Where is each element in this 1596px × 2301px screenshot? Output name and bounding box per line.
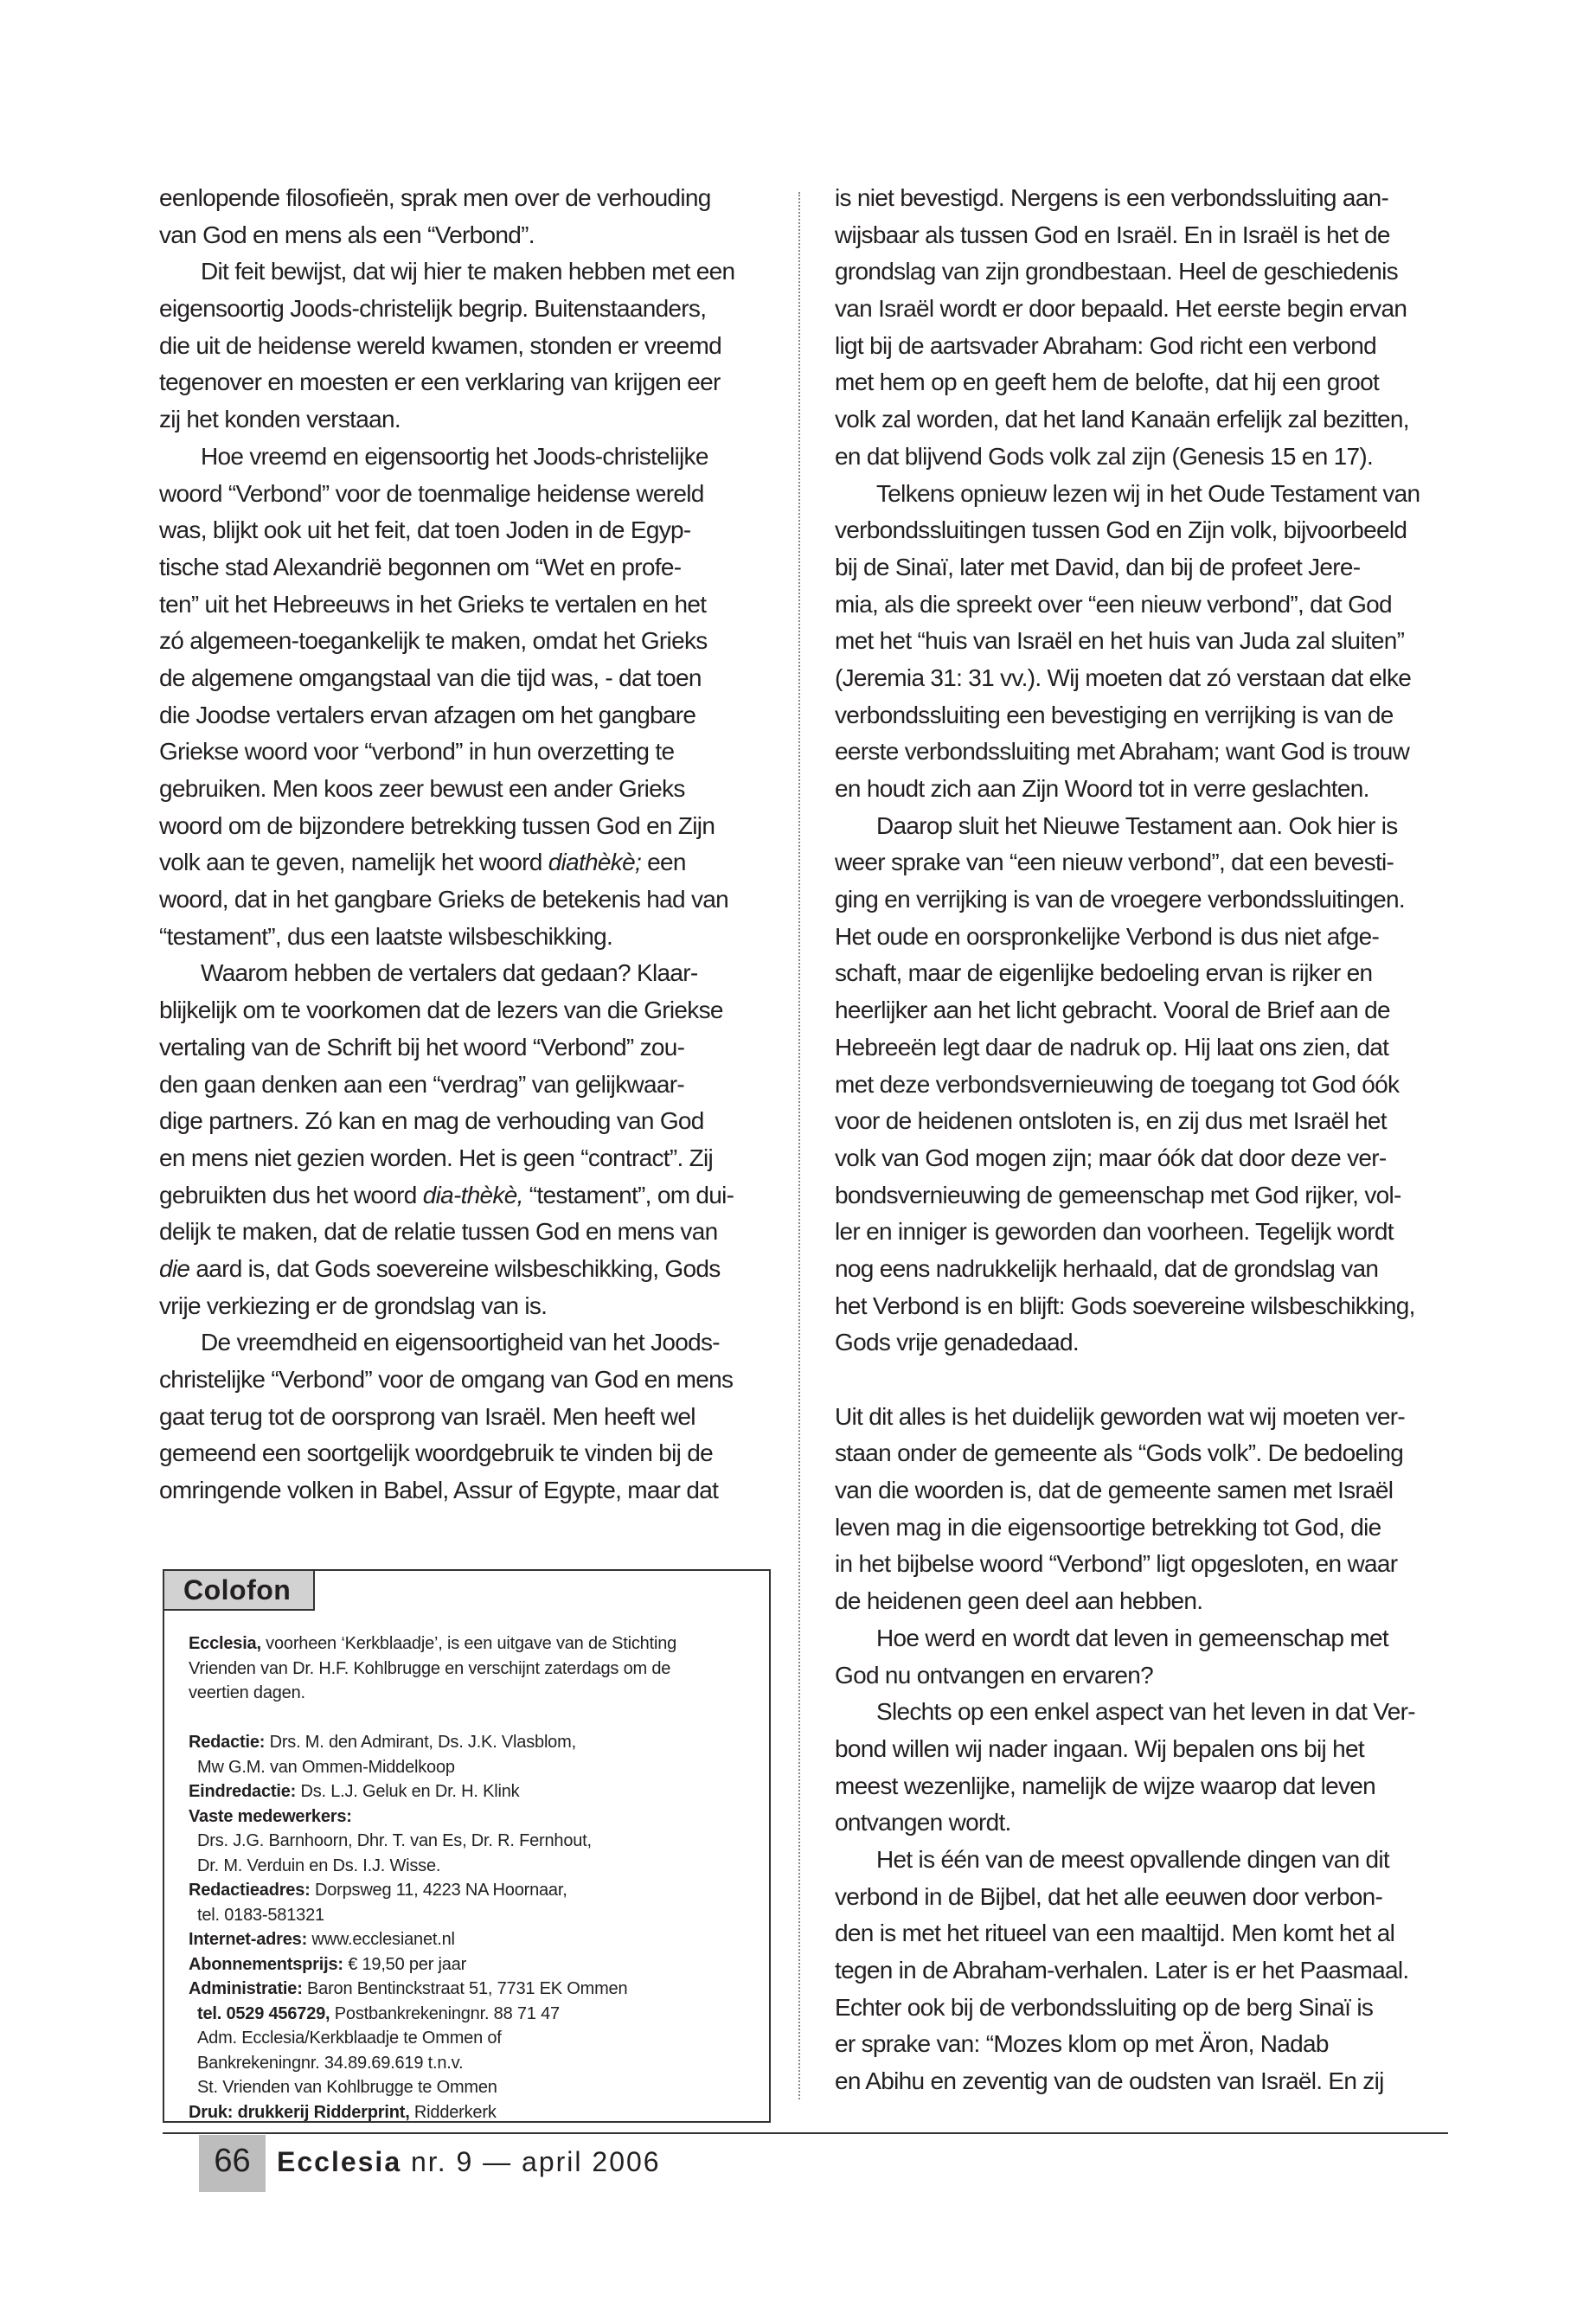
text-line [835,1731,1451,1768]
text-line [835,1399,1451,1436]
colofon-value: Drs. J.G. Barnhoorn, Dhr. T. van Es, Dr. R. Fernhout, [197,1831,592,1850]
colofon-label: Redactie: [189,1733,266,1752]
text-line [835,180,1451,217]
colofon-value: Ds. L.J. Geluk en Dr. H. Klink [296,1782,520,1801]
text-line [159,291,756,328]
text-line [159,1177,756,1215]
line-text: aard is, dat Gods soevereine wilsbeschikking, Gods [189,1254,721,1282]
line-text: woord, dat in het gangbare Grieks de betekenis had van [159,886,728,913]
line-text: ontvangen wordt. [835,1809,1011,1836]
text-line [159,1399,756,1436]
colofon-value: Mw G.M. van Ommen-Middelkoop [197,1757,455,1777]
line-text: ligt bij de aartsvader Abraham: God richt een verbond [835,331,1376,359]
text-line [835,364,1451,401]
colofon-line [189,2100,676,2125]
line-text: schaft, maar de eigenlijke bedoeling ervan is rijker en [835,959,1373,987]
line-text: eigensoortig Joods-christelijk begrip. Buitenstaanders, [159,295,707,323]
colofon-line [189,1681,676,1706]
line-text: voor de heidenen ontsloten is, en zij dus met Israël het [835,1107,1387,1135]
line-text: christelijke “Verbond” voor de omgang van God en mens [159,1366,734,1393]
line-text: mia, als die spreekt over “een nieuw verbond”, dat God [835,590,1392,618]
text-line [835,734,1451,771]
colofon-line [189,1854,676,1879]
article-column-left [159,180,756,1509]
line-text: verbondssluitingen tussen God en Zijn volk, bijvoorbeeld [835,516,1407,544]
text-line [835,992,1451,1029]
text-line [835,1288,1451,1325]
line-text: den gaan denken aan een “verdrag” van gelijkwaar- [159,1070,685,1098]
text-line [159,660,756,697]
line-text: Slechts op een enkel aspect van het leven in dat Ver- [876,1698,1415,1726]
colofon-line [189,1755,676,1780]
text-line [159,1435,756,1472]
text-line [159,439,756,476]
colofon-line [189,1878,676,1903]
colofon-line [189,1804,676,1830]
line-text: tegen in de Abraham-verhalen. Later is er het Paasmaal. [835,1957,1409,1984]
line-text: God nu ontvangen en ervaren? [835,1661,1154,1689]
line-text: omringende volken in Babel, Assur of Egypte, maar dat [159,1477,719,1504]
text-line [159,808,756,845]
line-text: is niet bevestigd. Nergens is een verbondssluiting aan- [835,184,1389,211]
line-text: Hebreeën legt daar de nadruk op. Hij laat ons zien, dat [835,1033,1389,1061]
line-text: gemeend een soortgelijk woordgebruik te vinden bij de [159,1439,713,1467]
text-line [835,476,1451,513]
colofon-line [189,2002,676,2027]
text-line [835,1952,1451,1990]
line-text: en mens niet gezien worden. Het is geen “contract”. Zij [159,1144,714,1171]
line-text: den is met het ritueel van een maaltijd. Men komt het al [835,1920,1395,1947]
colofon-value: veertien dagen. [189,1683,305,1702]
line-text: bondsvernieuwing de gemeenschap met God rijker, vol- [835,1181,1401,1208]
page-number: 66 [199,2135,266,2192]
line-text: tegenover en moesten er een verklaring van krijgen eer [159,369,721,396]
colofon-value: tel. 0183-581321 [197,1905,324,1925]
line-text: (Jeremia 31: 31 vv.). Wij moeten dat zó verstaan dat elke [835,663,1412,691]
line-text: bond willen wij nader ingaan. Wij bepalen ons bij het [835,1734,1364,1762]
colofon-value: Dorpsweg 11, 4223 NA Hoornaar, [310,1881,567,1900]
text-line [835,919,1451,956]
text-line [159,1251,756,1288]
text-line [835,401,1451,439]
text-line [835,2063,1451,2100]
colofon-line [189,1779,676,1804]
line-text: vrije verkiezing er de grondslag van is. [159,1292,548,1319]
line-text: vertaling van de Schrift bij het woord “Verbond” zou- [159,1033,685,1061]
text-line [159,1140,756,1177]
text-line [835,1251,1451,1288]
text-line [159,1288,756,1325]
colofon-label: Internet-adres: [189,1930,308,1949]
line-text: eerste verbondssluiting met Abraham; want God is trouw [835,738,1410,766]
text-line [159,1029,756,1067]
text-line [159,512,756,549]
text-line [835,1177,1451,1215]
text-line [159,844,756,881]
line-text: dige partners. Zó kan en mag de verhouding van God [159,1107,704,1135]
text-line [835,1067,1451,1104]
line-text: volk aan te geven, namelijk het woord [159,849,548,876]
line-text: nog eens nadrukkelijk herhaald, dat de grondslag van [835,1254,1379,1282]
line-text: en Abihu en zeventig van de oudsten van Israël. En zij [835,2067,1384,2095]
colofon-label: Vaste medewerkers: [189,1806,352,1826]
line-text: heerlijker aan het licht gebracht. Vooral de Brief aan de [835,997,1390,1024]
line-text: met deze verbondsvernieuwing de toegang tot God óók [835,1070,1400,1098]
line-text: Daarop sluit het Nieuwe Testament aan. Ook hier is [876,811,1398,839]
issue-info: nr. 9 — april 2006 [401,2146,661,2177]
line-text: de algemene omgangstaal van die tijd was, - dat toen [159,663,702,691]
text-line [835,1029,1451,1067]
text-line [835,1990,1451,2027]
colofon-value: € 19,50 per jaar [343,1954,467,1974]
line-text: tische stad Alexandrië begonnen om “Wet en profe- [159,553,682,580]
colofon-value: voorheen ‘Kerkblaadje’, is een uitgave van de Stichting [260,1634,677,1653]
colofon-line [189,1829,676,1854]
text-line [159,1472,756,1509]
line-text: die uit de heidense wereld kwamen, stonden er vreemd [159,331,721,359]
line-text: ler en inniger is geworden dan voorheen. Tegelijk wordt [835,1218,1394,1246]
text-line [835,586,1451,624]
line-text: blijkelijk om te voorkomen dat de lezers van die Griekse [159,997,723,1024]
colofon-label: Redactieadres: [189,1881,311,1900]
colofon-line [189,1657,676,1682]
line-text: weer sprake van “een nieuw verbond”, dat een bevesti- [835,849,1394,876]
text-line [159,364,756,401]
colofon-value: Vrienden van Dr. H.F. Kohlbrugge en verschijnt zaterdags om de [189,1658,671,1678]
text-line [159,476,756,513]
line-text: gebruiken. Men koos zeer bewust een ander Grieks [159,775,685,802]
text-line [835,1140,1451,1177]
text-line [835,1324,1451,1362]
line-text: zó algemeen-toegankelijk te maken, omdat het Grieks [159,627,708,655]
footer-rule [163,2132,1448,2134]
colofon-line [189,1631,676,1657]
line-text: eenlopende filosofieën, sprak men over de verhouding [159,184,711,211]
line-text: De vreemdheid en eigensoortigheid van het Joods- [201,1329,720,1356]
colofon-value: Baron Bentinckstraat 51, 7731 EK Ommen [302,1979,628,1998]
text-line [159,734,756,771]
line-text: Uit dit alles is het duidelijk geworden wat wij moeten ver- [835,1402,1406,1430]
text-line [835,512,1451,549]
colofon-value: www.ecclesianet.nl [307,1930,455,1949]
text-line [835,1915,1451,1952]
italic-term: diathèkè; [548,849,642,876]
text-line [159,697,756,734]
colofon-line [189,2051,676,2076]
text-line [835,1214,1451,1251]
line-text: bij de Sinaï, later met David, dan bij de profeet Jere- [835,553,1361,580]
text-line [835,1768,1451,1805]
line-text: Hoe vreemd en eigensoortig het Joods-christelijke [201,442,708,470]
text-line [159,328,756,365]
article-column-right [835,180,1451,2100]
text-line [835,881,1451,919]
text-line [159,919,756,956]
line-text: en houdt zich aan Zijn Woord tot in verre geslachten. [835,775,1369,802]
text-line [159,180,756,217]
line-text: een [641,849,686,876]
colofon-box [163,1569,771,2123]
line-text: volk zal worden, dat het land Kanaän erfelijk zal bezitten, [835,406,1409,433]
line-text: volk van God mogen zijn; maar óók dat door deze ver- [835,1144,1387,1171]
colofon-line [189,1977,676,2002]
text-line [159,1214,756,1251]
text-line [835,1509,1451,1547]
colofon-label: Administratie: [189,1979,303,1998]
colofon-value: Adm. Ecclesia/Kerkblaadje te Ommen of [197,2029,502,2048]
line-text: ten” uit het Hebreeuws in het Grieks te vertalen en het [159,590,707,618]
line-text: staan onder de gemeente als “Gods volk”. De bedoeling [835,1439,1404,1467]
text-line [835,1657,1451,1695]
line-text: leven mag in die eigensoortige betrekking tot God, die [835,1513,1381,1541]
text-line [159,1362,756,1399]
line-text: woord om de bijzondere betrekking tussen God en Zijn [159,811,715,839]
text-line [835,1472,1451,1509]
colofon-label: Eindredactie: [189,1782,297,1801]
text-line [835,623,1451,660]
italic-term: dia-thèkè, [422,1181,523,1208]
line-text: van God en mens als een “Verbond”. [159,221,535,248]
line-text: gebruikten dus het woord [159,1181,423,1208]
text-line [835,1583,1451,1620]
text-line [835,844,1451,881]
text-line [835,955,1451,992]
text-line [159,771,756,808]
line-text: en dat blijvend Gods volk zal zijn (Genesis 15 en 17). [835,442,1374,470]
text-line [835,1842,1451,1879]
text-line [159,1103,756,1140]
text-line [835,2026,1451,2063]
line-text: de heidenen geen deel aan hebben. [835,1587,1203,1615]
line-text: Echter ook bij de verbondssluiting op de berg Sinaï is [835,1993,1374,2021]
line-text: zij het konden verstaan. [159,406,401,433]
line-text: ging en verrijking is van de vroegere verbondssluitingen. [835,886,1405,913]
text-line [159,1067,756,1104]
column-divider [798,192,800,2099]
line-text: Dit feit bewijst, dat wij hier te maken hebben met een [201,258,735,285]
text-line [835,1620,1451,1657]
text-line [159,992,756,1029]
italic-term: die [159,1254,190,1282]
text-line [835,549,1451,586]
colofon-line [189,2075,676,2100]
text-line [835,1546,1451,1583]
text-line [835,697,1451,734]
text-line [159,586,756,624]
line-text: Hoe werd en wordt dat leven in gemeenschap met [876,1624,1388,1651]
colofon-line [189,1952,676,1977]
colofon-line [189,1927,676,1952]
text-line [835,1694,1451,1731]
text-line [159,253,756,291]
text-line [835,1103,1451,1140]
line-text: er sprake van: “Mozes klom op met Äron, Nadab [835,2030,1329,2058]
colofon-value: Bankrekeningnr. 34.89.69.619 t.n.v. [197,2053,464,2073]
text-line [835,253,1451,291]
line-text: met het “huis van Israël en het huis van Juda zal sluiten” [835,627,1405,655]
line-text: meest wezenlijke, namelijk de wijze waarop dat leven [835,1772,1376,1799]
colofon-label: Druk: drukkerij Ridderprint, [189,2102,410,2122]
text-line [159,623,756,660]
text-line [835,1804,1451,1842]
line-text: Waarom hebben de vertalers dat gedaan? Klaar- [201,959,698,987]
colofon-line [189,2026,676,2051]
text-line [835,1879,1451,1916]
colofon-line [189,1706,676,1731]
text-line [835,291,1451,328]
text-line [159,549,756,586]
line-text: Telkens opnieuw lezen wij in het Oude Testament van [876,479,1420,507]
line-text: wijsbaar als tussen God en Israël. En in Israël is het de [835,221,1390,248]
line-text: het Verbond is en blijft: Gods soevereine wilsbeschikking, [835,1292,1415,1319]
line-text: Gods vrije genadedaad. [835,1329,1079,1356]
publication-name: Ecclesia [277,2146,402,2177]
footer-publication-info [277,2140,661,2183]
text-line [159,881,756,919]
colofon-title: Colofon [163,1569,315,1611]
line-text: “testament”, om dui- [522,1181,734,1208]
line-text: met hem op en geeft hem de belofte, dat hij een groot [835,369,1380,396]
line-text: in het bijbelse woord “Verbond” ligt opgesloten, en waar [835,1550,1398,1578]
line-text: van Israël wordt er door bepaald. Het eerste begin ervan [835,295,1407,323]
line-text: grondslag van zijn grondbestaan. Heel de geschiedenis [835,258,1398,285]
text-line [835,771,1451,808]
text-line [835,660,1451,697]
colofon-label: tel. 0529 456729, [197,2003,330,2023]
colofon-value: St. Vrienden van Kohlbrugge te Ommen [197,2078,497,2097]
text-line [159,1324,756,1362]
colofon-line [189,1730,676,1755]
line-text: Griekse woord voor “verbond” in hun overzetting te [159,738,675,766]
line-text: verbondssluiting een bevestiging en verrijking is van de [835,701,1394,728]
line-text: Het oude en oorspronkelijke Verbond is dus niet afge- [835,922,1380,950]
colofon-body [189,1631,676,2125]
text-line [835,808,1451,845]
colofon-value: Dr. M. Verduin en Ds. I.J. Wisse. [197,1856,441,1875]
line-text: verbond in de Bijbel, dat het alle eeuwen door verbon- [835,1882,1383,1910]
line-text: delijk te maken, dat de relatie tussen God en mens van [159,1218,718,1246]
text-line [159,401,756,439]
colofon-value: Ridderkerk [409,2102,497,2122]
text-line [835,1435,1451,1472]
colofon-label: Abonnementsprijs: [189,1954,343,1974]
line-text: was, blijkt ook uit het feit, dat toen Joden in de Egyp- [159,516,691,544]
text-line [835,1362,1451,1399]
text-line [835,439,1451,476]
line-text: Het is één van de meest opvallende dingen van dit [876,1845,1390,1873]
line-text: van die woorden is, dat de gemeente samen met Israël [835,1477,1394,1504]
line-text: woord “Verbond” voor de toenmalige heidense wereld [159,479,704,507]
line-text: “testament”, dus een laatste wilsbeschikking. [159,922,613,950]
colofon-value: Postbankrekeningnr. 88 71 47 [330,2003,560,2023]
text-line [835,217,1451,254]
text-line [159,217,756,254]
colofon-label: Ecclesia, [189,1634,261,1653]
text-line [159,955,756,992]
colofon-line [189,1903,676,1928]
line-text: die Joodse vertalers ervan afzagen om het gangbare [159,701,696,728]
line-text: gaat terug tot de oorsprong van Israël. Men heeft wel [159,1402,695,1430]
text-line [835,328,1451,365]
colofon-value: Drs. M. den Admirant, Ds. J.K. Vlasblom, [265,1733,576,1752]
